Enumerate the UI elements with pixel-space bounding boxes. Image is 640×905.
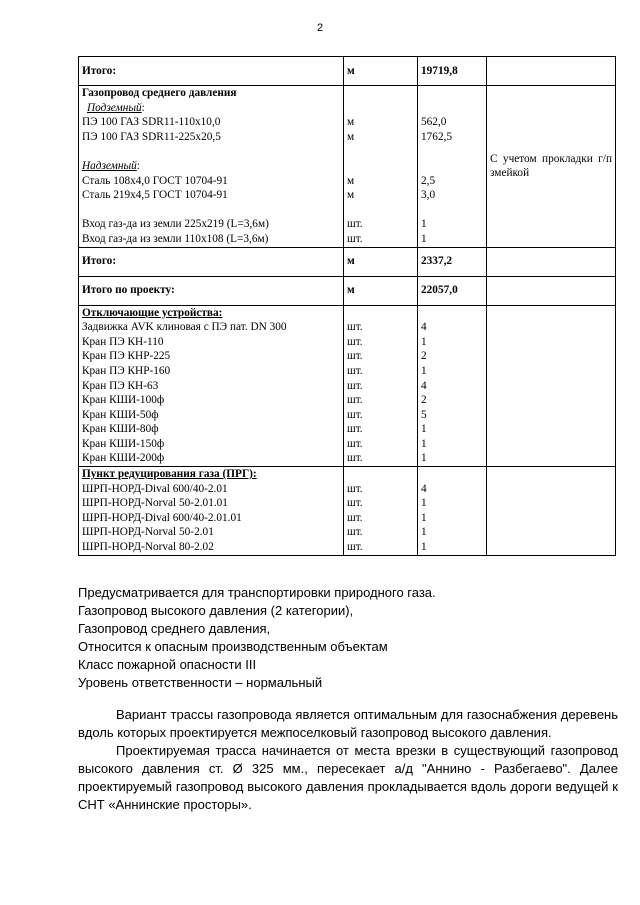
total-value: 2337,2 xyxy=(418,247,487,276)
item-label: Кран КШИ-50ф xyxy=(82,408,159,421)
item-unit: шт. xyxy=(347,394,363,407)
item-label: Вход газ-да из земли 225х219 (L=3,6м) xyxy=(82,218,269,231)
item-value: 1 xyxy=(421,437,427,450)
item-label: ШРП-НОРД-Norval 50-2.01.01 xyxy=(82,497,228,510)
item-value: 1 xyxy=(421,232,427,245)
list-item: Газопровод высокого давления (2 категории), xyxy=(78,603,354,618)
item-unit: шт. xyxy=(347,364,363,377)
shutoff-units xyxy=(344,305,418,467)
item-label: Задвижка AVK клиновая с ПЭ пат. DN 300 xyxy=(82,321,287,334)
item-value: 1 xyxy=(421,511,427,524)
total-label: Итого: xyxy=(79,247,344,276)
item-value: 4 xyxy=(421,379,427,392)
list-item: Уровень ответственности – нормальный xyxy=(78,675,323,690)
item-unit: м xyxy=(347,116,355,129)
item-unit: шт. xyxy=(347,541,363,554)
characteristics-list xyxy=(78,584,618,692)
item-unit: м xyxy=(347,130,355,143)
list-item: Класс пожарной опасности III xyxy=(78,657,257,672)
total-value: 19719,8 xyxy=(418,57,487,86)
medium-pressure-units xyxy=(344,86,418,248)
item-label: Кран ПЭ КН-63 xyxy=(82,379,159,392)
medium-pressure-labels: Газопровод среднего давления Подземный: ПЭ 100 ГАЗ SDR11-110х10,0 ПЭ 100 ГАЗ SDR11-225х20,5 Надземный: Сталь 108х4,0 ГОСТ 10704-91 Сталь 219х4,5 ГОСТ 10704-91 Вход газ-да из земли 225х219 (L=3,6м) Вход газ-да из земли 110х108 (L=3,6м) xyxy=(79,86,344,248)
item-value: 2,5 xyxy=(421,174,436,187)
item-unit: шт. xyxy=(347,335,363,348)
item-unit: шт. xyxy=(347,497,363,510)
item-value: 1 xyxy=(421,335,427,348)
prg-units xyxy=(344,467,418,556)
shutoff-values xyxy=(418,305,487,467)
item-value: 1 xyxy=(421,541,427,554)
item-label: ШРП-НОРД-Dival 600/40-2.01 xyxy=(82,482,228,495)
shutoff-row xyxy=(79,305,616,467)
item-unit: шт. xyxy=(347,321,363,334)
item-unit: шт. xyxy=(347,526,363,539)
item-value: 1762,5 xyxy=(421,130,453,143)
medium-pressure-values xyxy=(418,86,487,248)
list-item: Предусматривается для транспортировки природного газа. xyxy=(78,585,436,600)
underground-label: Подземный xyxy=(87,101,142,114)
item-unit: шт. xyxy=(347,350,363,363)
prg-heading: Пункт редуцирования газа (ПРГ): xyxy=(82,468,257,481)
item-value: 1 xyxy=(421,526,427,539)
description-section xyxy=(78,706,618,814)
item-label: Кран КШИ-200ф xyxy=(82,452,165,465)
item-label: ШРП-НОРД-Dival 600/40-2.01.01 xyxy=(82,511,242,524)
project-total-row xyxy=(79,276,616,305)
project-total-label: Итого по проекту: xyxy=(79,276,344,305)
item-value: 1 xyxy=(421,452,427,465)
item-label: Кран КШИ-150ф xyxy=(82,437,165,450)
medium-pressure-row xyxy=(79,86,616,248)
medium-pressure-note: С учетом прокладки г/п змейкой xyxy=(487,86,616,248)
item-unit: шт. xyxy=(347,379,363,392)
item-label: ПЭ 100 ГАЗ SDR11-225х20,5 xyxy=(82,130,221,143)
paragraph: Проектируемая трасса начинается от места врезки в существующий газопровод высокого давления ст. Ø 325 мм., пересекает а/д "Аннино - Разбегаево". Далее проектируемый газопровод высокого давления прокладывается вдоль дороги ведущей к СНТ «Аннинские просторы». xyxy=(78,743,618,812)
item-label: Кран ПЭ КН-110 xyxy=(82,335,164,348)
list-item: Газопровод среднего давления, xyxy=(78,621,271,636)
total-unit: м xyxy=(344,247,418,276)
item-label: ШРП-НОРД-Norval 50-2.01 xyxy=(82,526,214,539)
item-label: Кран ПЭ КНР-160 xyxy=(82,364,171,377)
prg-row xyxy=(79,467,616,556)
item-unit: м xyxy=(347,174,355,187)
item-label: Кран ПЭ КНР-225 xyxy=(82,350,171,363)
paragraph: Вариант трассы газопровода является оптимальным для газоснабжения деревень вдоль которых проектируется межпоселковый газопровод высокого давления. xyxy=(78,707,618,740)
item-value: 5 xyxy=(421,408,427,421)
item-label: Кран КШИ-100ф xyxy=(82,394,165,407)
total-note xyxy=(487,57,616,86)
shutoff-labels xyxy=(79,305,344,467)
shutoff-heading: Отключающие устройства: xyxy=(82,306,223,319)
item-unit: шт. xyxy=(347,408,363,421)
item-unit: м xyxy=(347,189,355,202)
item-label: Сталь 219х4,5 ГОСТ 10704-91 xyxy=(82,189,228,202)
item-unit: шт. xyxy=(347,218,363,231)
prg-note xyxy=(487,467,616,556)
item-label: Вход газ-да из земли 110х108 (L=3,6м) xyxy=(82,232,269,245)
item-label: ШРП-НОРД-Norval 80-2.02 xyxy=(82,541,214,554)
prg-values xyxy=(418,467,487,556)
total-label: Итого: xyxy=(79,57,344,86)
project-total-value: 22057,0 xyxy=(418,276,487,305)
medium-pressure-heading: Газопровод среднего давления xyxy=(82,87,237,99)
item-value: 2 xyxy=(421,394,427,407)
item-label: Кран КШИ-80ф xyxy=(82,423,159,436)
item-value: 1 xyxy=(421,364,427,377)
shutoff-note xyxy=(487,305,616,467)
item-value: 1 xyxy=(421,423,427,436)
project-total-note xyxy=(487,276,616,305)
prg-labels xyxy=(79,467,344,556)
total-note xyxy=(487,247,616,276)
item-unit: шт. xyxy=(347,452,363,465)
item-label: ПЭ 100 ГАЗ SDR11-110х10,0 xyxy=(82,116,221,129)
page-number: 2 xyxy=(316,22,324,34)
item-label: Сталь 108х4,0 ГОСТ 10704-91 xyxy=(82,174,228,187)
item-value: 1 xyxy=(421,218,427,231)
item-value: 1 xyxy=(421,497,427,510)
item-unit: шт. xyxy=(347,423,363,436)
item-unit: шт. xyxy=(347,232,363,245)
item-value: 562,0 xyxy=(421,116,447,129)
item-unit: шт. xyxy=(347,482,363,495)
item-unit: шт. xyxy=(347,437,363,450)
aboveground-label: Надземный xyxy=(82,159,137,172)
spec-table xyxy=(78,56,616,556)
total-row xyxy=(79,247,616,276)
item-value: 2 xyxy=(421,350,427,363)
item-value: 4 xyxy=(421,321,427,334)
item-value: 4 xyxy=(421,482,427,495)
item-value: 3,0 xyxy=(421,189,436,202)
list-item: Относится к опасным производственным объектам xyxy=(78,639,388,654)
item-unit: шт. xyxy=(347,511,363,524)
project-total-unit: м xyxy=(344,276,418,305)
total-unit: м xyxy=(344,57,418,86)
total-row xyxy=(79,57,616,86)
